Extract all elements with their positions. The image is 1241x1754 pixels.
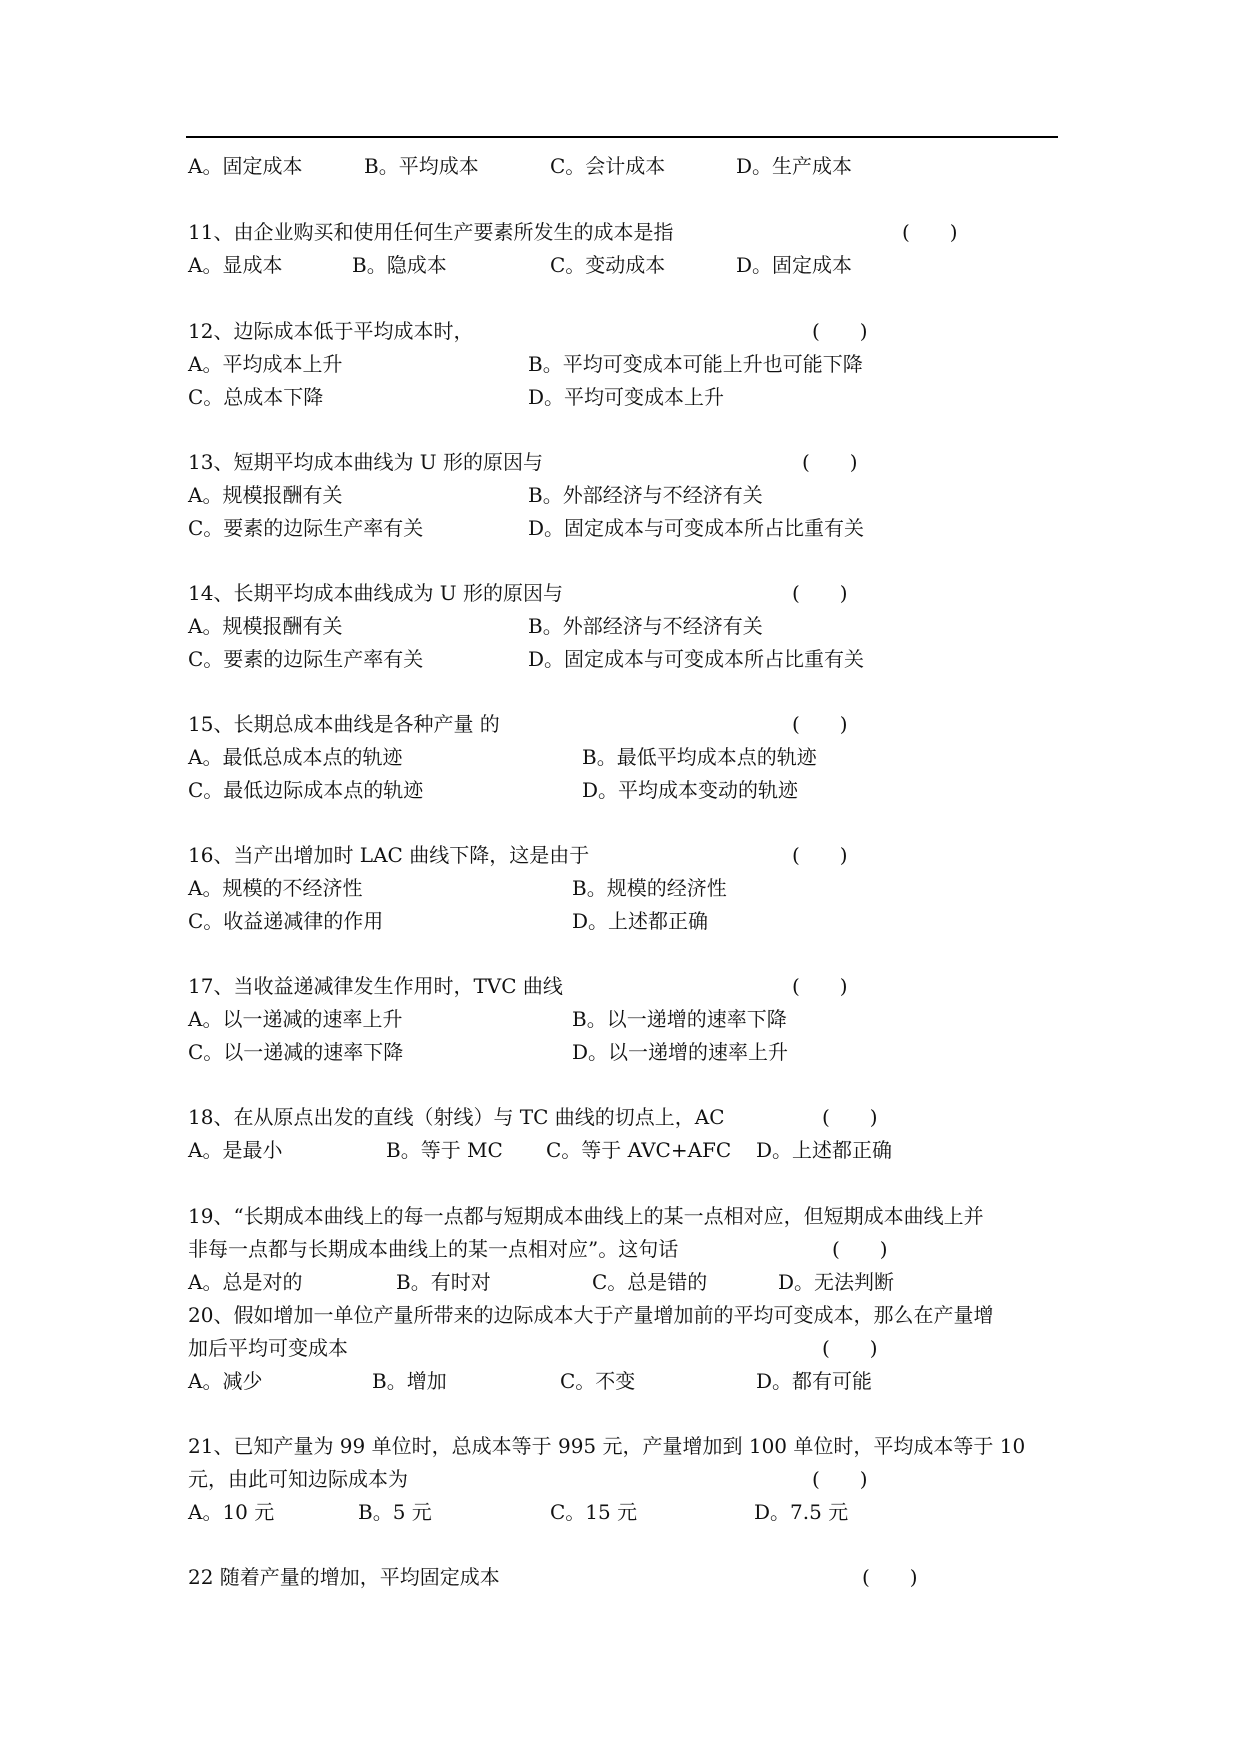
option-b: B。平均成本 <box>364 154 479 178</box>
answer-parentheses: ( ) <box>792 712 848 736</box>
question-19 <box>188 1200 1058 1299</box>
option-c: C。15 元 <box>550 1500 638 1524</box>
option-c: C。不变 <box>560 1369 636 1393</box>
option-d: D。都有可能 <box>756 1369 873 1393</box>
option-c: C。总是错的 <box>592 1270 708 1294</box>
answer-parentheses: ( ) <box>822 1105 878 1129</box>
option-d: D。7.5 元 <box>754 1500 849 1524</box>
question-20 <box>188 1299 1058 1398</box>
question-stem-line-1: 21、已知产量为 99 单位时，总成本等于 995 元，产量增加到 100 单位时，平均成本等于 10 <box>188 1434 1026 1458</box>
option-c: C。要素的边际生产率有关 <box>188 647 424 671</box>
option-b: B。平均可变成本可能上升也可能下降 <box>528 352 863 376</box>
option-d: D。平均可变成本上升 <box>528 385 725 409</box>
question-15 <box>188 708 1058 807</box>
option-c: C。以一递减的速率下降 <box>188 1040 404 1064</box>
question-stem-line-2: 加后平均可变成本 <box>188 1336 348 1360</box>
option-a: A。减少 <box>188 1369 263 1393</box>
question-stem: 18、在从原点出发的直线（射线）与 TC 曲线的切点上，AC <box>188 1105 725 1129</box>
option-d: D。上述都正确 <box>572 909 709 933</box>
option-c: C。会计成本 <box>550 154 666 178</box>
option-d: D。固定成本与可变成本所占比重有关 <box>528 647 865 671</box>
question-18 <box>188 1101 1058 1167</box>
option-d: D。无法判断 <box>778 1270 895 1294</box>
option-a: A。10 元 <box>188 1500 275 1524</box>
question-21 <box>188 1430 1058 1529</box>
answer-parentheses: ( ) <box>822 1336 878 1360</box>
question-stem-line-2: 元，由此可知边际成本为 <box>188 1467 408 1491</box>
option-b: B。以一递增的速率下降 <box>572 1007 787 1031</box>
question-14 <box>188 577 1058 676</box>
question-stem: 16、当产出增加时 LAC 曲线下降，这是由于 <box>188 843 590 867</box>
option-c: C。等于 AVC+AFC <box>546 1138 732 1162</box>
option-b: B。有时对 <box>396 1270 491 1294</box>
answer-parentheses: ( ) <box>812 319 868 343</box>
question-17 <box>188 970 1058 1069</box>
option-a: A。规模报酬有关 <box>188 614 343 638</box>
option-c: C。总成本下降 <box>188 385 324 409</box>
option-b: B。等于 MC <box>386 1138 503 1162</box>
option-c: C。最低边际成本点的轨迹 <box>188 778 424 802</box>
answer-parentheses: ( ) <box>792 974 848 998</box>
answer-parentheses: ( ) <box>812 1467 868 1491</box>
header-rule <box>186 136 1058 138</box>
question-11 <box>188 216 1058 282</box>
option-c: C。变动成本 <box>550 253 666 277</box>
answer-parentheses: ( ) <box>862 1565 918 1589</box>
option-d: D。以一递增的速率上升 <box>572 1040 789 1064</box>
option-a: A。规模报酬有关 <box>188 483 343 507</box>
question-stem: 17、当收益递减律发生作用时，TVC 曲线 <box>188 974 563 998</box>
question-stem-line-1: 19、“长期成本曲线上的每一点都与短期成本曲线上的某一点相对应，但短期成本曲线上并 <box>188 1204 984 1228</box>
option-d: D。固定成本 <box>736 253 853 277</box>
option-b: B。隐成本 <box>352 253 447 277</box>
question-stem-line-2: 非每一点都与长期成本曲线上的某一点相对应”。这句话 <box>188 1237 679 1261</box>
question-stem: 22 随着产量的增加，平均固定成本 <box>188 1565 500 1589</box>
option-a: A。平均成本上升 <box>188 352 343 376</box>
answer-parentheses: ( ) <box>902 220 958 244</box>
option-c: C。收益递减律的作用 <box>188 909 384 933</box>
option-b: B。最低平均成本点的轨迹 <box>582 745 817 769</box>
option-d: D。平均成本变动的轨迹 <box>582 778 799 802</box>
question-stem: 14、长期平均成本曲线成为 U 形的原因与 <box>188 581 564 605</box>
option-b: B。规模的经济性 <box>572 876 727 900</box>
question-22 <box>188 1561 1058 1594</box>
question-stem: 11、由企业购买和使用任何生产要素所发生的成本是指 <box>188 220 674 244</box>
option-a: A。规模的不经济性 <box>188 876 363 900</box>
option-d: D。上述都正确 <box>756 1138 893 1162</box>
option-a: A。最低总成本点的轨迹 <box>188 745 403 769</box>
question-stem-line-1: 20、假如增加一单位产量所带来的边际成本大于产量增加前的平均可变成本，那么在产量增 <box>188 1303 994 1327</box>
option-b: B。增加 <box>372 1369 447 1393</box>
option-b: B。外部经济与不经济有关 <box>528 483 763 507</box>
answer-parentheses: ( ) <box>792 843 848 867</box>
option-a: A。总是对的 <box>188 1270 303 1294</box>
option-a: A。固定成本 <box>188 154 303 178</box>
option-b: B。5 元 <box>358 1500 432 1524</box>
question-stem: 13、短期平均成本曲线为 U 形的原因与 <box>188 450 544 474</box>
option-d: D。生产成本 <box>736 154 853 178</box>
option-b: B。外部经济与不经济有关 <box>528 614 763 638</box>
option-a: A。显成本 <box>188 253 283 277</box>
answer-parentheses: ( ) <box>832 1237 888 1261</box>
question-stem: 15、长期总成本曲线是各种产量 的 <box>188 712 500 736</box>
answer-parentheses: ( ) <box>792 581 848 605</box>
question-stem: 12、边际成本低于平均成本时， <box>188 319 474 343</box>
option-d: D。固定成本与可变成本所占比重有关 <box>528 516 865 540</box>
option-c: C。要素的边际生产率有关 <box>188 516 424 540</box>
option-a: A。是最小 <box>188 1138 283 1162</box>
question-13 <box>188 446 1058 545</box>
question-16 <box>188 839 1058 938</box>
question-12 <box>188 315 1058 414</box>
question-10-options <box>188 150 1058 183</box>
option-a: A。以一递减的速率上升 <box>188 1007 403 1031</box>
answer-parentheses: ( ) <box>802 450 858 474</box>
